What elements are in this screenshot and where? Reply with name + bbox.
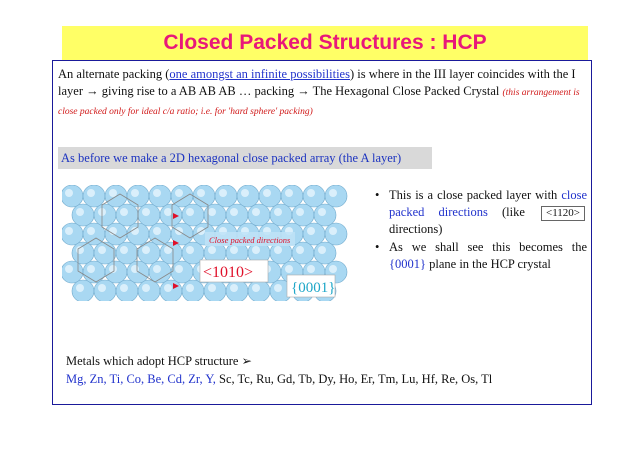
sphere [204, 204, 226, 226]
sphere-highlight [164, 284, 172, 292]
sphere-highlight [153, 265, 161, 273]
bullet-1-text-a: This is a close packed layer with [389, 188, 562, 202]
sphere-highlight [307, 189, 315, 197]
sphere [83, 261, 105, 283]
sphere-highlight [76, 208, 84, 216]
plane-label: {0001} [291, 280, 336, 296]
sphere [270, 204, 292, 226]
sphere-highlight [142, 284, 150, 292]
sphere-highlight [241, 189, 249, 197]
sphere-highlight [208, 284, 216, 292]
sphere-highlight [329, 265, 337, 273]
sphere-highlight [274, 208, 282, 216]
sphere-highlight [197, 189, 205, 197]
sphere [303, 223, 325, 245]
sphere [193, 185, 215, 207]
sphere [116, 242, 138, 264]
hexagonal-layer-diagram [62, 185, 352, 301]
sphere-highlight [87, 227, 95, 235]
sphere-highlight [164, 208, 172, 216]
sphere [72, 204, 94, 226]
sphere [215, 185, 237, 207]
bullet-1-text-d: directions) [389, 222, 443, 236]
sphere-highlight [285, 189, 293, 197]
sphere-highlight [208, 246, 216, 254]
sphere-highlight [230, 208, 238, 216]
metals-title: Metals which adopt HCP structure ➢ [66, 354, 253, 368]
sphere [116, 204, 138, 226]
sphere [303, 185, 325, 207]
sphere-highlight [153, 189, 161, 197]
sphere-highlight [263, 189, 271, 197]
sphere [83, 185, 105, 207]
bullet-text [389, 239, 587, 273]
sphere-highlight [219, 189, 227, 197]
bullet-2-text-c: plane in the HCP crystal [426, 257, 551, 271]
sphere-highlight [131, 189, 139, 197]
metals-rest: Sc, Tc, Ru, Gd, Tb, Dy, Ho, Er, Tm, Lu, Hf, Re, Os, Tl [215, 372, 493, 386]
sphere-highlight [208, 208, 216, 216]
sphere [62, 223, 83, 245]
bullet-1-text-c: (like [487, 205, 539, 219]
sphere-highlight [285, 265, 293, 273]
bullet-text [389, 187, 587, 238]
sphere-highlight [329, 227, 337, 235]
sphere [94, 204, 116, 226]
sphere-highlight [329, 189, 337, 197]
intro-text-2: ) is where in the III layer coincides with the I layer → giving rise to a AB AB AB … packing → The Hexagonal Close Packed Crystal [58, 67, 576, 98]
bullet-item [375, 187, 587, 238]
sphere [149, 185, 171, 207]
sphere-highlight [175, 189, 183, 197]
sphere-highlight [318, 246, 326, 254]
metals-list [66, 372, 492, 387]
sphere-highlight [230, 246, 238, 254]
intro-paragraph [58, 66, 586, 121]
sphere-highlight [252, 284, 260, 292]
sphere-highlight [65, 189, 73, 197]
sphere-highlight [186, 284, 194, 292]
sphere [325, 223, 347, 245]
sphere [325, 185, 347, 207]
directions-caption: Close packed directions [209, 235, 291, 245]
highlight-line [58, 147, 432, 169]
sphere-highlight [318, 208, 326, 216]
sphere-highlight [120, 208, 128, 216]
sphere [182, 204, 204, 226]
sphere-highlight [98, 246, 106, 254]
sphere-highlight [252, 208, 260, 216]
sphere-highlight [76, 284, 84, 292]
sphere [149, 223, 171, 245]
sphere-highlight [252, 246, 260, 254]
sphere-highlight [120, 284, 128, 292]
bullet-2-highlight: {0001} [389, 257, 426, 271]
sphere [259, 185, 281, 207]
intro-text-1: An alternate packing ( [58, 67, 170, 81]
sphere-highlight [296, 246, 304, 254]
sphere [72, 242, 94, 264]
sphere-highlight [230, 284, 238, 292]
sphere-highlight [274, 284, 282, 292]
sphere [138, 204, 160, 226]
sphere [281, 185, 303, 207]
sphere [226, 204, 248, 226]
sphere-highlight [142, 246, 150, 254]
intro-note: (this arrangement is close packed only for ideal c/a ratio; i.e. for 'hard sphere' packing) [58, 88, 580, 117]
sphere [314, 204, 336, 226]
sphere [105, 261, 127, 283]
sphere [105, 223, 127, 245]
sphere-highlight [153, 227, 161, 235]
title-bar [62, 26, 588, 60]
sphere-highlight [87, 265, 95, 273]
sphere-highlight [307, 227, 315, 235]
sphere [94, 242, 116, 264]
sphere [171, 261, 193, 283]
sphere [160, 204, 182, 226]
sphere-highlight [142, 208, 150, 216]
sphere-highlight [307, 265, 315, 273]
sphere [248, 204, 270, 226]
sphere [127, 185, 149, 207]
slide-title: Closed Packed Structures : HCP [163, 31, 487, 54]
sphere-highlight [76, 246, 84, 254]
bullet-dot: • [375, 188, 380, 202]
sphere-highlight [120, 246, 128, 254]
sphere-highlight [175, 265, 183, 273]
metals-highlight: Mg, Zn, Ti, Co, Be, Cd, Zr, Y, [66, 372, 216, 386]
direction-label: <1010> [203, 264, 254, 281]
sphere-highlight [109, 189, 117, 197]
sphere [138, 242, 160, 264]
sphere [62, 185, 83, 207]
sphere-highlight [274, 246, 282, 254]
sphere [149, 261, 171, 283]
sphere-highlight [186, 208, 194, 216]
intro-link[interactable]: one amongst an infinite possibilities [169, 67, 350, 81]
direction-code-box: <1120> [541, 206, 585, 221]
highlight-text: As before we make a 2D hexagonal close packed array (the A layer) [61, 150, 402, 165]
sphere [314, 242, 336, 264]
sphere-highlight [65, 265, 73, 273]
bullet-list [375, 187, 587, 274]
sphere-highlight [87, 189, 95, 197]
bullet-item [375, 239, 587, 273]
sphere-highlight [65, 227, 73, 235]
sphere [160, 242, 182, 264]
sphere-highlight [186, 246, 194, 254]
bullet-2-text-a: As we shall see this becomes the [389, 240, 587, 254]
sphere [237, 185, 259, 207]
bullet-dot: • [375, 240, 380, 254]
bullet-1-highlight: close packed directions [389, 188, 587, 219]
sphere [292, 242, 314, 264]
sphere [292, 204, 314, 226]
sphere-highlight [296, 208, 304, 216]
sphere-highlight [98, 284, 106, 292]
